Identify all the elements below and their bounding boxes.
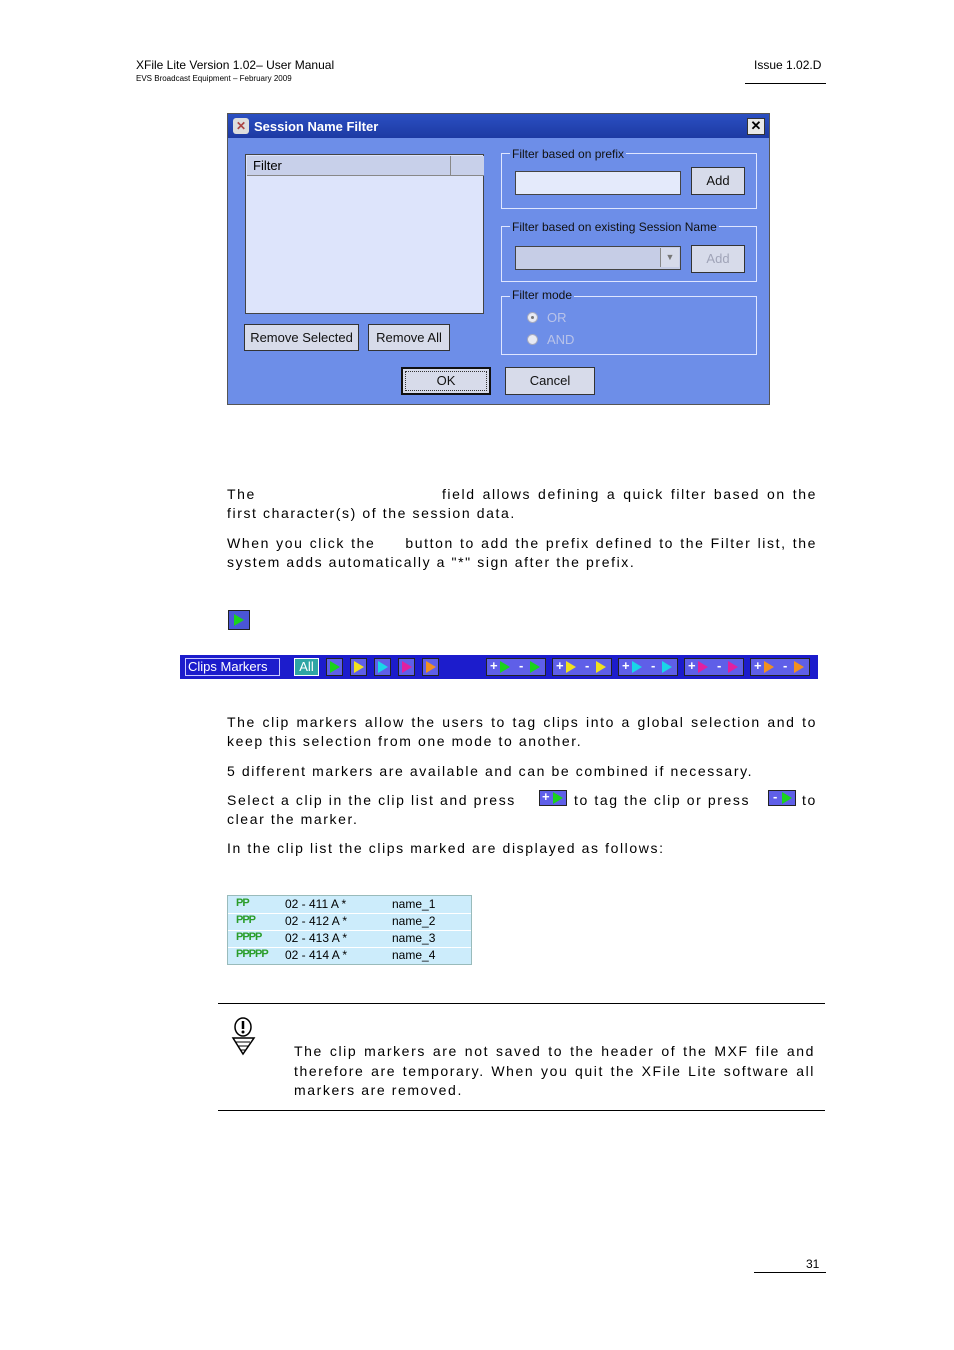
- all-markers-button[interactable]: All: [294, 658, 319, 676]
- clip-id: 02 - 412 A *: [285, 914, 348, 928]
- and-radio[interactable]: [527, 334, 538, 345]
- marker-flags: PPPP: [236, 931, 262, 943]
- select-clip-paragraph: [227, 791, 817, 810]
- marker-5-add-remove[interactable]: [750, 658, 810, 676]
- yellow-flag-icon: [596, 661, 606, 673]
- clip-name: name_1: [392, 897, 436, 911]
- markers-intro-paragraph: The clip markers allow the users to tag clips into a global selection and to keep this selection from one mode to another.: [227, 714, 817, 749]
- plus-sign: +: [622, 658, 630, 673]
- minus-sign: -: [783, 658, 788, 673]
- magenta-flag-icon: [728, 661, 738, 673]
- chevron-down-icon: ▼: [660, 248, 679, 267]
- cyan-flag-icon: [632, 661, 642, 673]
- minus-sign: -: [585, 658, 590, 673]
- or-radio[interactable]: [527, 312, 538, 323]
- note-bottom-rule: [218, 1110, 825, 1111]
- issue-label: Issue 1.02.D: [754, 58, 822, 72]
- clip-list: [227, 895, 472, 965]
- para2-start: When you click the: [227, 535, 376, 551]
- yellow-flag-icon: [566, 661, 576, 673]
- document-subtitle: EVS Broadcast Equipment – February 2009: [136, 74, 292, 83]
- pushpin-note-icon: [228, 1016, 260, 1056]
- flag-marker-icon: [228, 610, 250, 630]
- marker-flags: PPPPP: [236, 948, 268, 960]
- para1-end: field allows defining a quick filter based on the first character(s) of the session data.: [227, 486, 817, 521]
- para5-part-c: to: [802, 792, 817, 808]
- header-rule: [745, 83, 826, 84]
- existing-add-button[interactable]: Add: [691, 245, 745, 273]
- clip-id: 02 - 414 A *: [285, 948, 348, 962]
- plus-sign: +: [490, 658, 498, 673]
- para1-start: The: [227, 486, 256, 502]
- note-text: The clip markers are not saved to the header of the MXF file and therefore are temporary. When you quit the XFile Lite software all markers are removed.: [294, 1043, 815, 1098]
- filter-mode-group: [501, 296, 757, 355]
- magenta-flag-icon: [698, 661, 708, 673]
- page-number: 31: [806, 1257, 820, 1271]
- table-row[interactable]: [228, 930, 471, 948]
- filter-column-header: Filter: [253, 158, 282, 173]
- plus-sign: +: [556, 658, 564, 673]
- clip-name: name_4: [392, 948, 436, 962]
- para5-part-b: to tag the clip or press: [574, 792, 751, 808]
- yellow-flag-icon: [354, 661, 364, 673]
- table-row[interactable]: [228, 947, 471, 964]
- filter-list-header: [247, 156, 484, 176]
- remove-selected-button[interactable]: Remove Selected: [244, 324, 359, 351]
- marker-flags: PP: [236, 897, 249, 909]
- orange-flag-icon: [764, 661, 774, 673]
- and-radio-label: AND: [547, 332, 575, 347]
- markers-count-paragraph: 5 different markers are available and can be combined if necessary.: [227, 763, 754, 779]
- marker-5-button[interactable]: [422, 658, 439, 676]
- clip-list-intro: In the clip list the clips marked are displayed as follows:: [227, 840, 665, 856]
- session-name-select[interactable]: [515, 246, 681, 270]
- clips-markers-bar: [180, 655, 818, 679]
- plus-sign: +: [754, 658, 762, 673]
- prefix-input[interactable]: [515, 171, 681, 195]
- filter-list[interactable]: [245, 154, 484, 314]
- clip-id: 02 - 413 A *: [285, 931, 348, 945]
- document-title: XFile Lite Version 1.02– User Manual: [136, 58, 335, 72]
- marker-2-button[interactable]: [350, 658, 367, 676]
- add-marker-button-icon: [539, 790, 567, 806]
- flag-triangle: [234, 614, 244, 626]
- cyan-flag-icon: [378, 661, 388, 673]
- ok-button[interactable]: OK: [401, 367, 491, 395]
- marker-2-add-remove[interactable]: [552, 658, 612, 676]
- green-flag-icon: [553, 792, 563, 804]
- session-name-filter-dialog: [227, 113, 770, 405]
- para5-part-a: Select a clip in the clip list and press: [227, 792, 516, 808]
- green-flag-icon: [530, 661, 540, 673]
- existing-session-label: Filter based on existing Session Name: [512, 220, 717, 234]
- dialog-title: Session Name Filter: [254, 119, 379, 134]
- plus-sign: +: [688, 658, 696, 673]
- marker-1-add-remove[interactable]: [486, 658, 546, 676]
- clip-name: name_3: [392, 931, 436, 945]
- app-icon: ✕: [233, 118, 249, 134]
- clip-name: name_2: [392, 914, 436, 928]
- cyan-flag-icon: [662, 661, 672, 673]
- cancel-button[interactable]: Cancel: [505, 367, 595, 395]
- orange-flag-icon: [794, 661, 804, 673]
- magenta-flag-icon: [402, 661, 412, 673]
- marker-1-button[interactable]: [326, 658, 343, 676]
- marker-3-add-remove[interactable]: [618, 658, 678, 676]
- marker-4-button[interactable]: [398, 658, 415, 676]
- marker-4-add-remove[interactable]: [684, 658, 744, 676]
- green-flag-icon: [782, 792, 792, 804]
- para2-end: button to add the prefix defined to the Filter list, the system adds automatically a "*" sign after the prefix.: [227, 535, 818, 570]
- close-button[interactable]: ✕: [747, 118, 765, 135]
- footer-rule: [754, 1272, 826, 1273]
- clips-markers-label: Clips Markers: [185, 658, 280, 676]
- prefix-filter-label: Filter based on prefix: [512, 147, 625, 161]
- note-top-rule: [218, 1003, 825, 1004]
- green-flag-icon: [330, 661, 340, 673]
- add-paragraph: [227, 534, 817, 572]
- prefix-paragraph: [227, 485, 817, 523]
- prefix-add-button[interactable]: Add: [691, 167, 745, 195]
- minus-sign: -: [773, 789, 778, 804]
- clip-id: 02 - 411 A *: [285, 897, 347, 911]
- clear-marker-line: clear the marker.: [227, 811, 359, 827]
- table-row[interactable]: [228, 913, 471, 931]
- table-row[interactable]: [228, 896, 471, 914]
- remove-marker-button-icon: [768, 790, 796, 806]
- dialog-titlebar: [228, 114, 769, 138]
- minus-sign: -: [651, 658, 656, 673]
- green-flag-icon: [500, 661, 510, 673]
- column-separator: [450, 156, 451, 175]
- minus-sign: -: [519, 658, 524, 673]
- or-radio-label: OR: [547, 310, 567, 325]
- marker-flags: PPP: [236, 914, 256, 926]
- minus-sign: -: [717, 658, 722, 673]
- remove-all-button[interactable]: Remove All: [368, 324, 450, 351]
- orange-flag-icon: [426, 661, 436, 673]
- plus-sign: +: [542, 789, 550, 804]
- marker-3-button[interactable]: [374, 658, 391, 676]
- filter-mode-label: Filter mode: [512, 288, 573, 302]
